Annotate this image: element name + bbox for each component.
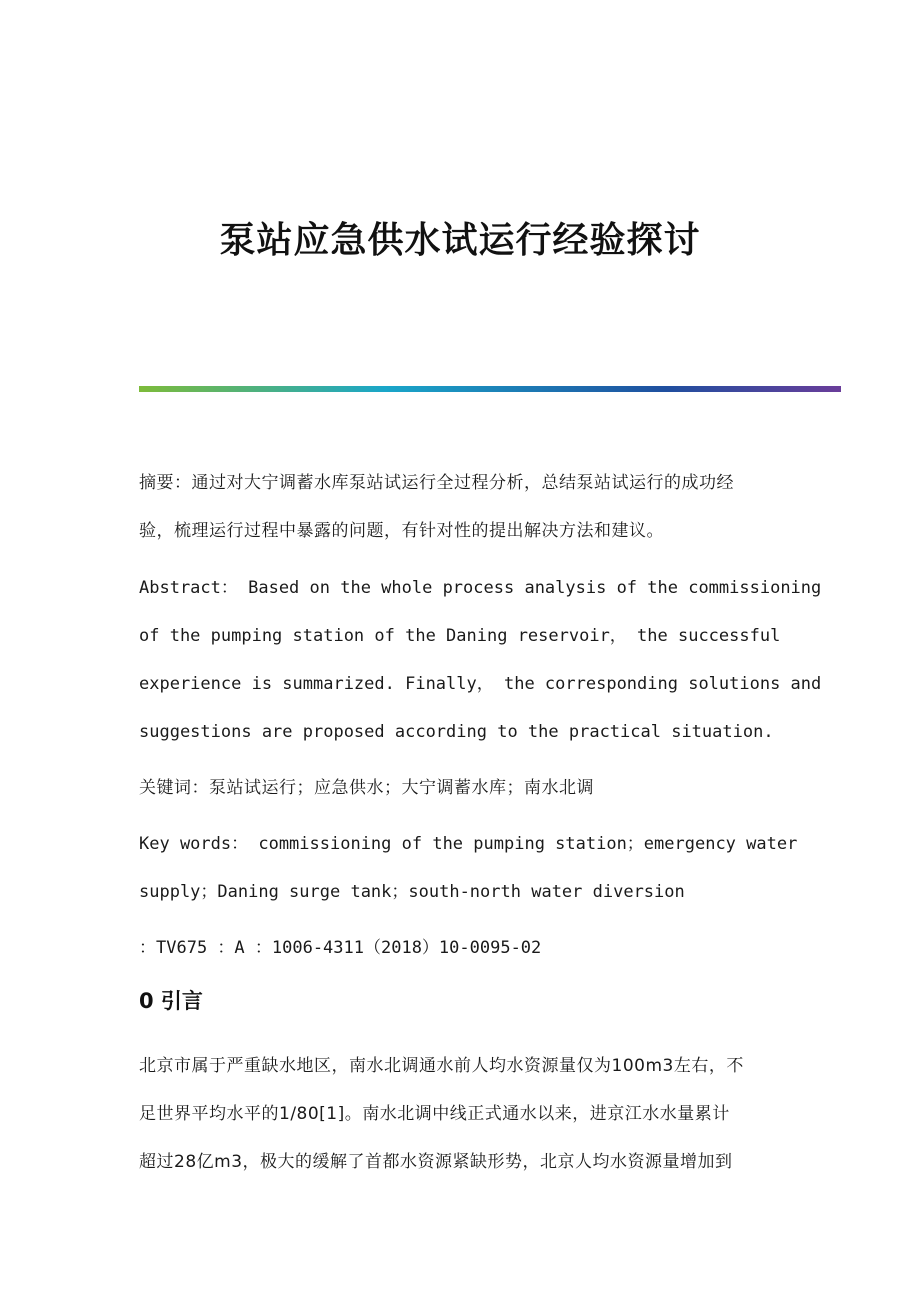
section-heading: 0 引言: [139, 989, 203, 1013]
abstract-zh: [139, 459, 779, 555]
keywords-en-line: supply；Daning surge tank；south-north water diversion: [139, 882, 685, 902]
intro-line: 超过28亿m3，极大的缓解了首都水资源紧缺形势，北京人均水资源量增加到: [139, 1152, 733, 1172]
abstract-en-line: suggestions are proposed according to the practical situation.: [139, 722, 774, 742]
title-divider: [139, 386, 841, 392]
abstract-en-line: of the pumping station of the Daning reservoir， the successful: [139, 626, 781, 646]
intro-line: 北京市属于严重缺水地区，南水北调通水前人均水资源量仅为100m3左右，不: [139, 1056, 744, 1076]
keywords-en-line: Key words： commissioning of the pumping station；emergency water: [139, 834, 798, 854]
keywords-en: [139, 820, 798, 916]
abstract-en: [139, 564, 822, 756]
keywords-zh: 关键词：泵站试运行；应急供水；大宁调蓄水库；南水北调: [139, 778, 594, 798]
document-title: 泵站应急供水试运行经验探讨: [219, 219, 701, 261]
intro-line: 足世界平均水平的1/80[1]。南水北调中线正式通水以来，进京江水水量累计: [139, 1104, 730, 1124]
classification-line: ：TV675 ：A ：1006-4311（2018）10-0095-02: [139, 938, 542, 958]
intro-paragraph: [139, 1042, 779, 1186]
abstract-en-line: experience is summarized. Finally， the corresponding solutions and: [139, 674, 822, 694]
abstract-zh-line: 摘要：通过对大宁调蓄水库泵站试运行全过程分析，总结泵站试运行的成功经: [139, 473, 734, 493]
abstract-zh-line: 验，梳理运行过程中暴露的问题，有针对性的提出解决方法和建议。: [139, 521, 664, 541]
abstract-en-line: Abstract： Based on the whole process analysis of the commissioning: [139, 578, 822, 598]
